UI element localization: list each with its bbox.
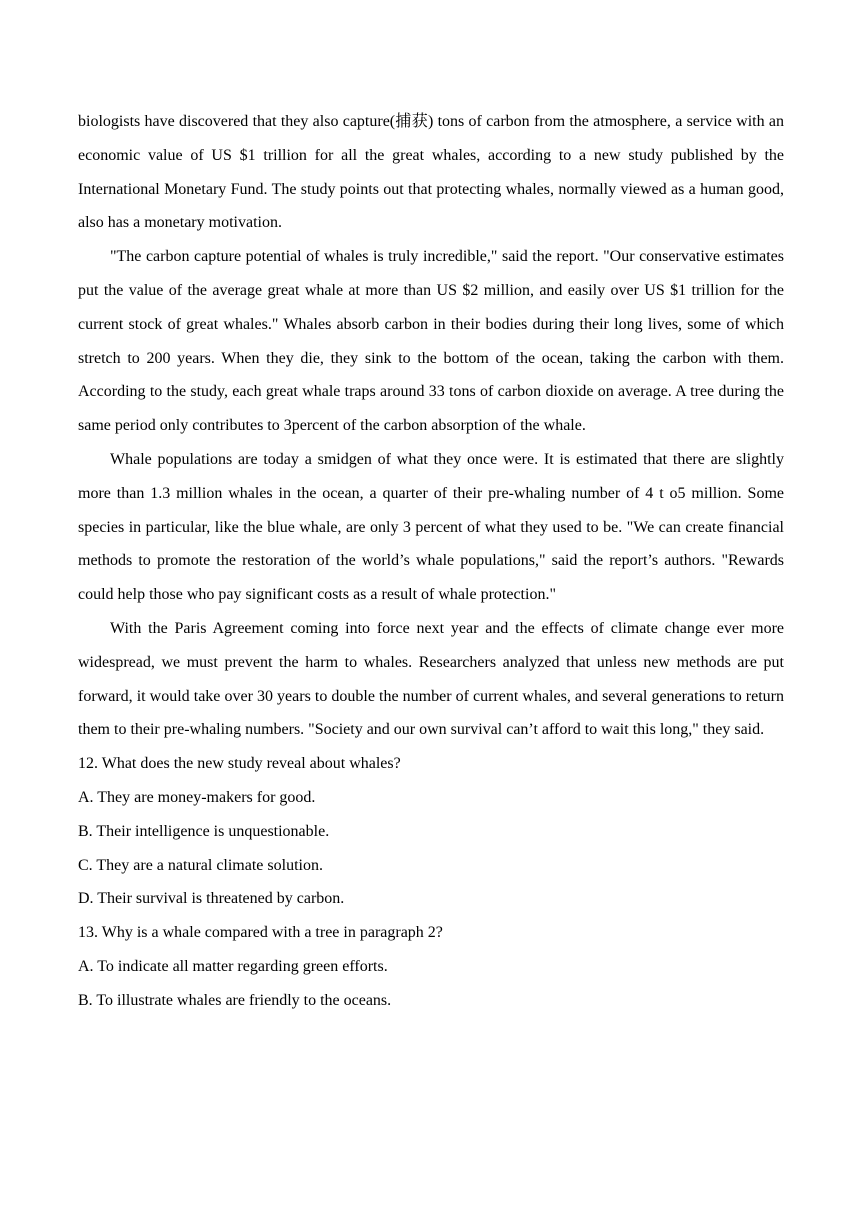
option-a: A. They are money-makers for good. <box>78 788 316 806</box>
question-stem: 13. Why is a whale compared with a tree in paragraph 2? <box>78 924 443 942</box>
passage-paragraph-2: "The carbon capture potential of whales is truly incredible," said the report. "Our conservative estimates put the value of the average great whale at more than US $2 million, and easily over US $1 trillion for the current stock of great whales." Whales absorb carbon in their bodies during their long lives, some of which stretch to 200 years. When they die, they sink to the bottom of the ocean, taking the carbon with them. According to the study, each great whale traps around 33 tons of carbon dioxide on average. A tree during the same period only contributes to 3percent of the carbon absorption of the whale. <box>78 248 784 435</box>
option-c: C. They are a natural climate solution. <box>78 856 323 874</box>
question-stem: 12. What does the new study reveal about whales? <box>78 755 401 773</box>
passage-paragraph-4: With the Paris Agreement coming into force next year and the effects of climate change ever more widespread, we must prevent the harm to whales. Researchers analyzed that unless new methods are put forward, it would take over 30 years to double the number of current whales, and several generations to return them to their pre-whaling numbers. "Society and our own survival can’t afford to wait this long," they said. <box>78 619 784 739</box>
passage-paragraph-3: Whale populations are today a smidgen of what they once were. It is estimated that there are slightly more than 1.3 million whales in the ocean, a quarter of their pre-whaling number of 4 t o5 million. Some species in particular, like the blue whale, are only 3 percent of what they used to be. "We can create financial methods to promote the restoration of the world’s whale populations," said the report’s authors. "Rewards could help those who pay significant costs as a result of whale protection." <box>78 450 784 604</box>
option-b: B. Their intelligence is unquestionable. <box>78 822 330 840</box>
document-page <box>78 105 784 1018</box>
option-d: D. Their survival is threatened by carbon. <box>78 890 345 908</box>
question-12 <box>78 747 784 916</box>
passage-paragraph-1: biologists have discovered that they also capture(捕获) tons of carbon from the atmosphere, a service with an economic value of US $1 trillion for all the great whales, according to a new study published by the International Monetary Fund. The study points out that protecting whales, normally viewed as a human good, also has a monetary motivation. <box>78 113 784 232</box>
option-a: A. To indicate all matter regarding green efforts. <box>78 957 388 975</box>
question-13 <box>78 916 784 1017</box>
option-b: B. To illustrate whales are friendly to the oceans. <box>78 991 392 1009</box>
